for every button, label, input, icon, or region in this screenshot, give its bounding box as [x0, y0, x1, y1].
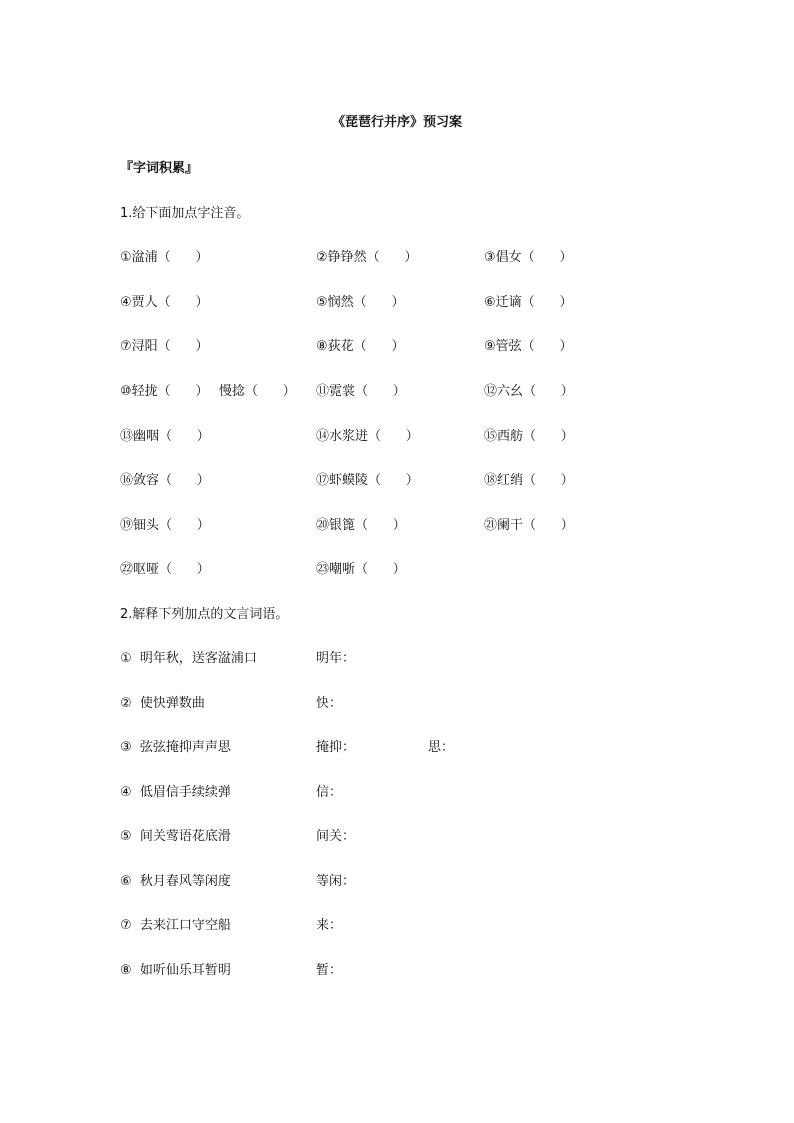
question-1-prompt: 1.给下面加点字注音。 [120, 206, 250, 221]
question-2-prompt: 2.解释下列加点的文言词语。 [120, 607, 289, 622]
pinyin-item-extra: 慢捻（ ） [219, 384, 296, 399]
page-title: 《琵琶行并序》预习案 [331, 115, 462, 130]
definition-label: 快： [316, 696, 343, 711]
definition-sentence: ④ 低眉信手续续弹 [120, 785, 231, 800]
pinyin-item: ⑪霓裳（ ） [316, 384, 406, 399]
definition-sentence: ① 明年秋，送客湓浦口 [120, 651, 257, 666]
pinyin-item: ⑰虾蟆陵（ ） [316, 473, 419, 488]
pinyin-item: ⑤悯然（ ） [316, 295, 405, 310]
definition-label: 暂： [316, 963, 343, 978]
definition-label: 掩抑： [316, 740, 356, 755]
pinyin-item: ⑨管弦（ ） [484, 339, 573, 354]
definition-sentence: ⑤ 间关莺语花底滑 [120, 829, 231, 844]
pinyin-item: ⑮西舫（ ） [484, 429, 574, 444]
pinyin-item: ㉒呕哑（ ） [120, 562, 210, 577]
definition-label: 来： [316, 918, 343, 933]
definition-sentence: ⑦ 去来江口守空船 [120, 918, 231, 933]
pinyin-item: ⑲钿头（ ） [120, 518, 210, 533]
pinyin-item: ⑫六幺（ ） [484, 384, 574, 399]
pinyin-item: ⑳银篦（ ） [316, 518, 406, 533]
pinyin-item: ①湓浦（ ） [120, 250, 209, 265]
definition-label: 明年： [316, 651, 356, 666]
pinyin-item: ④贾人（ ） [120, 295, 209, 310]
pinyin-item: ㉓嘲哳（ ） [316, 562, 406, 577]
section-heading: 『字词积累』 [120, 161, 199, 176]
pinyin-item: ⑯敛容（ ） [120, 473, 210, 488]
pinyin-item: ⑦浔阳（ ） [120, 339, 209, 354]
pinyin-item: ⑭水浆迸（ ） [316, 429, 419, 444]
pinyin-item: ⑥迁谪（ ） [484, 295, 573, 310]
definition-label: 间关： [316, 829, 356, 844]
definition-label: 等闲： [316, 874, 356, 889]
pinyin-item: ⑱红绡（ ） [484, 473, 574, 488]
pinyin-item: ㉑阑干（ ） [484, 518, 574, 533]
pinyin-item: ②铮铮然（ ） [316, 250, 418, 265]
pinyin-item: ⑩轻拢（ ） [120, 384, 209, 399]
definition-sentence: ② 使快弹数曲 [120, 696, 205, 711]
definition-sentence: ⑧ 如听仙乐耳暂明 [120, 963, 231, 978]
definition-sentence: ③ 弦弦掩抑声声思 [120, 740, 231, 755]
definition-sentence: ⑥ 秋月春风等闲度 [120, 874, 231, 889]
pinyin-item: ③倡女（ ） [484, 250, 573, 265]
definition-label-second: 思： [428, 740, 455, 755]
pinyin-item: ⑬幽咽（ ） [120, 429, 210, 444]
pinyin-item: ⑧荻花（ ） [316, 339, 405, 354]
definition-label: 信： [316, 785, 343, 800]
